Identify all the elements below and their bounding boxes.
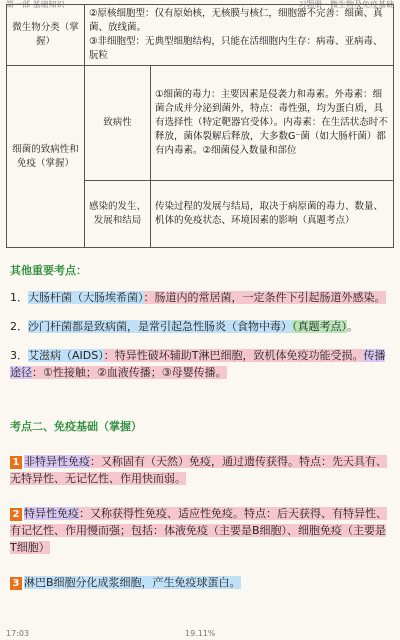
highlight-text: ：又称固有（天然）免疫，通过遗传获得。特点：先天具有、无特异性、无记忆性、作用快而弱。 (10, 455, 387, 485)
header-left: 第一部 基础知识 (6, 0, 65, 9)
content-cell: ②原核细胞型：仅有原始核，无核膜与核仁，细胞器不完善：细菌、真菌、放线菌。 ③非细胞型：无典型细胞结构，只能在活细胞内生存：病毒、亚病毒、朊粒 (85, 5, 394, 66)
item-number: 3． (10, 349, 28, 362)
number-badge: 3 (10, 577, 22, 590)
highlight-text: ：①性接触；②血液传播；③母婴传播。 (32, 366, 227, 379)
punctuation: 。 (347, 320, 358, 333)
list-item (10, 318, 390, 335)
number-badge: 2 (10, 508, 22, 521)
sub-label: 致病性 (85, 66, 151, 181)
sub-label: 感染的发生、发展和结局 (85, 181, 151, 248)
highlight-text: ：又称获得性免疫、适应性免疫。特点：后天获得、有特异性、有记忆性、作用慢而强；包括：体液免疫（主要是B细胞）、细胞免疫（主要是T细胞） (10, 507, 387, 554)
highlight-term: 传播途径 (10, 349, 386, 379)
category-cell: 微生物分类（掌握） (7, 5, 85, 66)
clock: 17:03 (6, 629, 30, 638)
other-section (10, 262, 390, 381)
reading-progress: 19.11% (185, 629, 216, 638)
highlight-text: ：特异性破坏辅助T淋巴细胞，致机体免疫功能受损。 (103, 349, 364, 362)
highlight-term: 非特异性免疫 (24, 455, 90, 468)
list-item (10, 505, 390, 556)
list-item (10, 347, 390, 381)
exam-tag: （真题考点） (292, 320, 347, 333)
notes-table (6, 4, 394, 248)
header-right: 习题册 · 微生物及免疫基础 (298, 0, 394, 9)
section-heading: 考点二、免疫基础（掌握） (10, 420, 142, 433)
list-item (10, 453, 390, 487)
group-label: 细菌的致病性和免疫（掌握） (7, 66, 85, 248)
section-heading: 其他重要考点： (10, 264, 87, 277)
number-badge: 1 (10, 456, 22, 469)
item-number: 1． (10, 291, 28, 304)
highlight-term: 大肠杆菌（大肠埃希菌） (28, 291, 144, 304)
highlight-text: ：肠道内的常居菌，一定条件下引起肠道外感染。 (143, 291, 386, 304)
highlight-text: 沙门杆菌都是致病菌，是常引起急性肠炎（食物中毒） (28, 320, 292, 333)
item-number: 2． (10, 320, 28, 333)
content-cell: ①细菌的毒力：主要因素是侵袭力和毒素。外毒素：细菌合成并分泌到菌外，特点：毒性强，均为蛋白质，具有选择性（特定靶器官受体）。内毒素：在生活状态时不释放，菌体裂解后释放，大多数G⁻菌（如大肠杆菌）都有内毒素。②细菌侵入数量和部位 (151, 66, 394, 181)
table-row (7, 5, 394, 66)
highlight-term: 艾滋病（AIDS） (28, 349, 104, 362)
highlight-text: 淋巴B细胞分化成浆细胞，产生免疫球蛋白。 (24, 576, 241, 589)
content-cell: 传染过程的发展与结局，取决于病原菌的毒力、数量、机体的免疫状态、环境因素的影响（真题考点） (151, 181, 394, 248)
status-footer (0, 628, 400, 640)
highlight-term: 特异性免疫 (24, 507, 79, 520)
immune-section (10, 418, 390, 591)
table-row (7, 66, 394, 181)
list-item (10, 289, 390, 306)
list-item (10, 574, 390, 591)
